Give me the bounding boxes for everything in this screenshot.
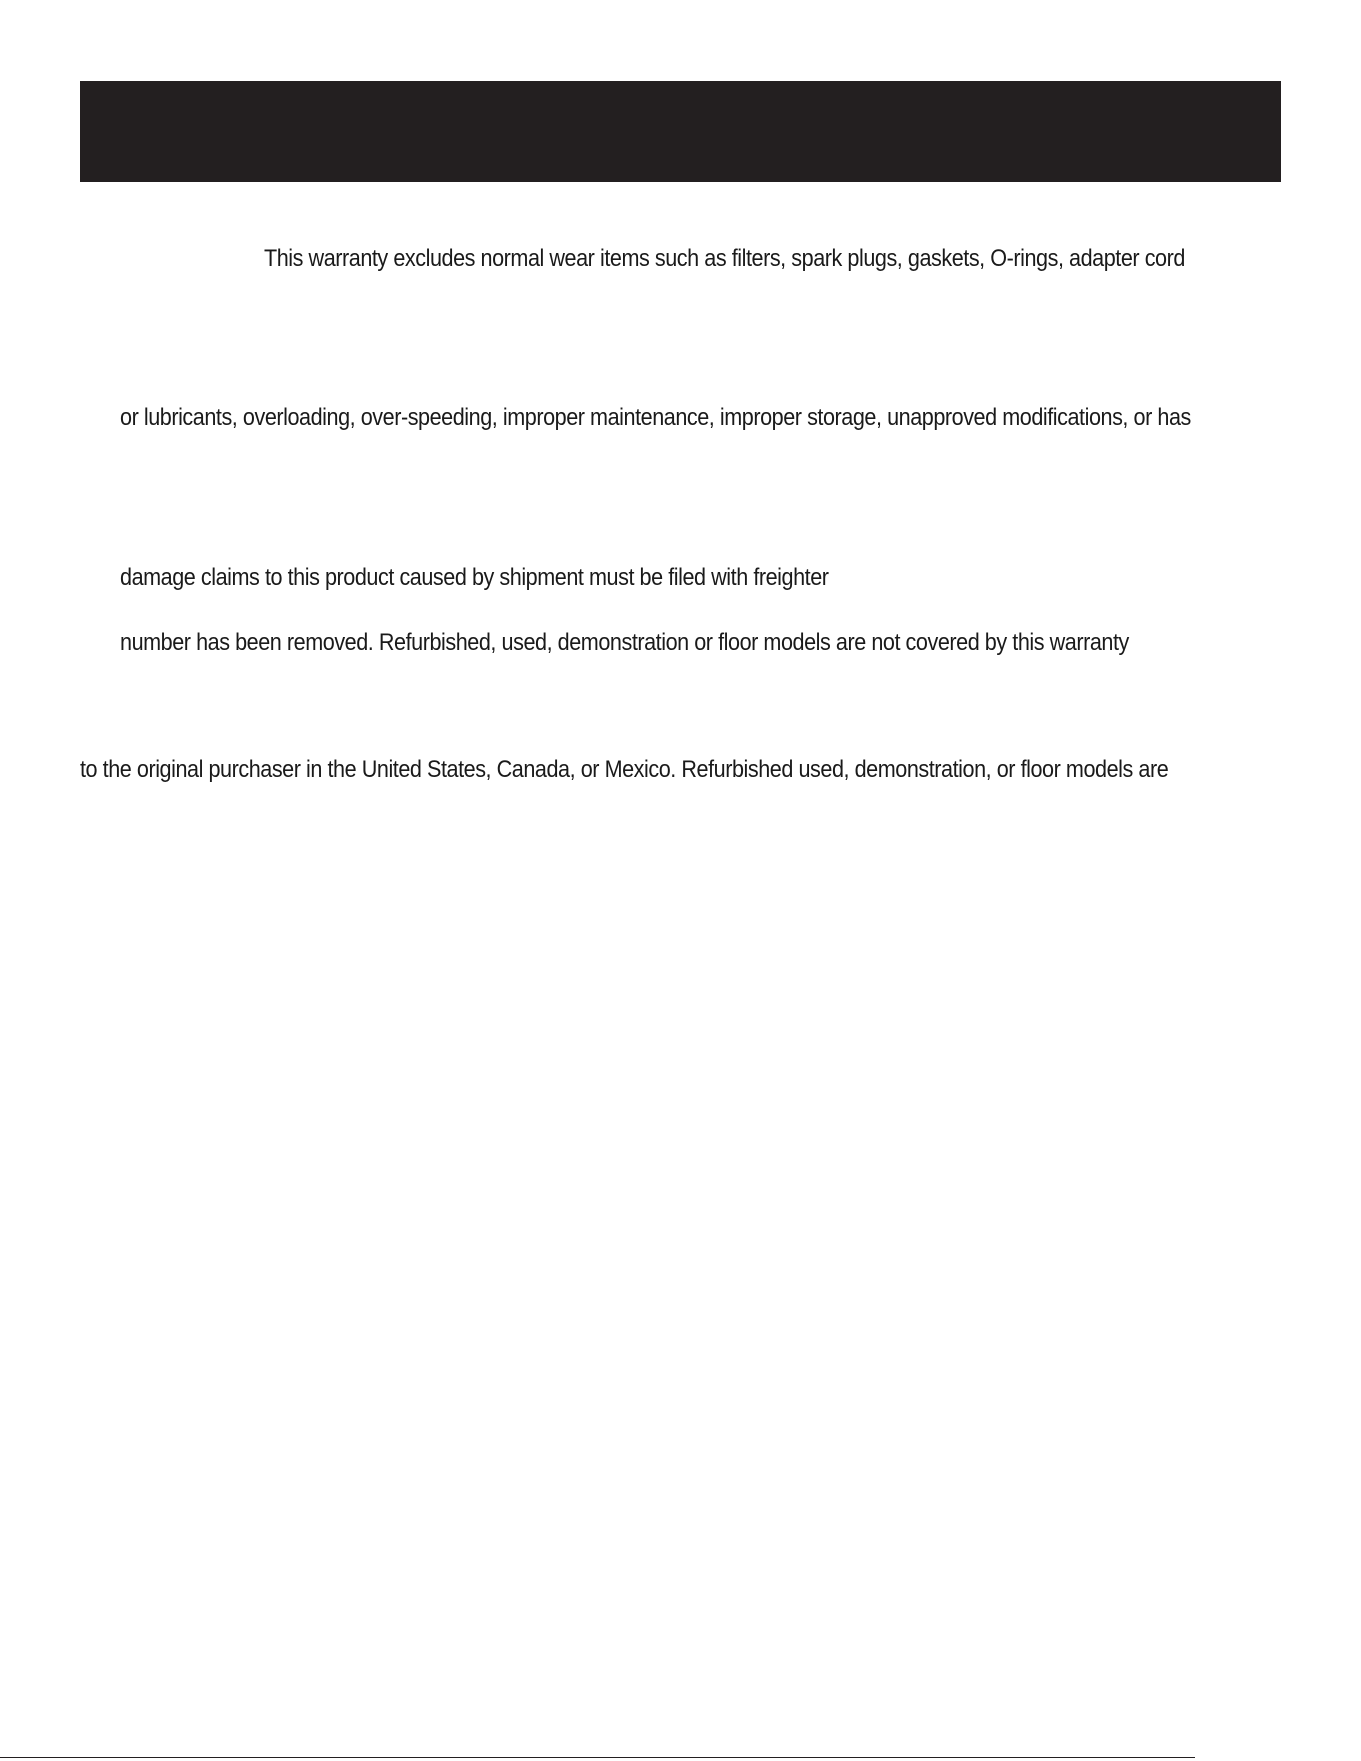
warranty-text-line-3: damage claims to this product caused by shipment must be filed with freighter (120, 564, 829, 591)
footer-rule (0, 1757, 1195, 1758)
header-bar (80, 81, 1281, 182)
warranty-text-line-2: or lubricants, overloading, over-speeding, improper maintenance, improper storage, unapproved modifications, or has (120, 404, 1191, 431)
warranty-text-line-4: number has been removed. Refurbished, used, demonstration or floor models are not covered by this warranty (120, 629, 1129, 656)
warranty-text-line-1: This warranty excludes normal wear items such as filters, spark plugs, gaskets, O-rings, adapter cord (264, 245, 1185, 272)
warranty-text-line-5: to the original purchaser in the United States, Canada, or Mexico. Refurbished used, demonstration, or floor models are (80, 756, 1169, 783)
